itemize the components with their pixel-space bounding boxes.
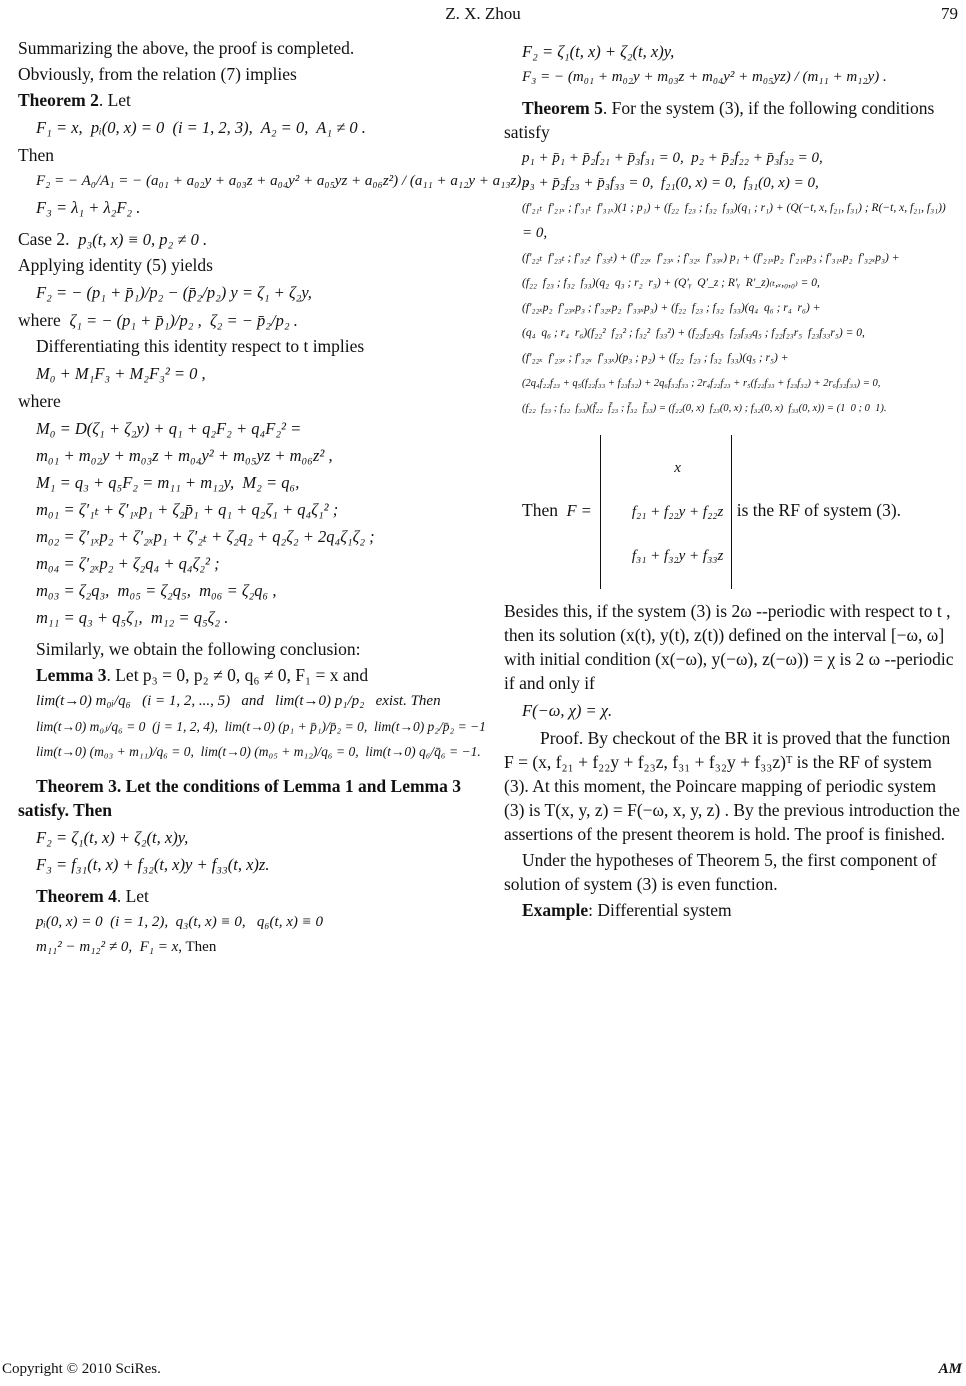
copyright: Copyright © 2010 SciRes. — [2, 1361, 161, 1377]
case-label: Case 2. — [18, 229, 70, 249]
equation: F₂ = − (p₁ + p̄₁)/p₂ − (p̄₂/p₂) y = ζ₁ + ζ₂y, — [36, 283, 312, 302]
left-column — [18, 36, 529, 962]
rf-statement — [504, 431, 960, 593]
equation: m₀₁ = ζ′₁ₜ + ζ′₁ₓp₁ + ζ₂p̄₁ + q₁ + q₂ζ₁ + q₄ζ₁² ; — [36, 500, 339, 519]
rf-text: is the RF of system (3). — [736, 500, 902, 521]
equation: F₁ = x, pᵢ(0, x) = 0 (i = 1, 2, 3), A₂ = 0, A₁ ≠ 0 . — [36, 118, 366, 137]
theorem-text: . For the system (3), if the following conditions satisfy — [504, 98, 935, 142]
theorem-4-heading — [18, 884, 464, 908]
lemma-text: . Let p₃ = 0, p₂ ≠ 0, q₆ ≠ 0, F₁ = x and — [106, 665, 369, 685]
where-line — [18, 308, 464, 332]
paragraph: Besides this, if the system (3) is 2ω --periodic with respect to t , then its solution (x(t), y(t), z(t)) defined on the interval [−ω, ω] with initial condition (x(−ω), y(−ω), z(−ω)) = χ is 2 ω --periodic if and only if — [504, 601, 954, 693]
theorem-label: Theorem 5 — [522, 98, 603, 118]
equation: (f′₂₂ₜ f′₂₃ₜ ; f′₃₂ₜ f′₃₃ₜ) + (f′₂₂ₓ f′₂₃ₓ ; f′₃₂ₓ f′₃₃ₓ) p₁ + (f′₂₁ₓp₂ f′₂₁ₓp₃ ; f′₃₁ₓp₂ f′₃₂ₓp₃) + — [522, 252, 900, 264]
paragraph: Under the hypotheses of Theorem 5, the first component of solution of system (3) is even function. — [504, 850, 937, 894]
paragraph: Then — [18, 145, 54, 165]
equation — [18, 937, 464, 958]
equation: (f₂₂ f₂₃ ; f₃₂ f₃₃)(q₂ q₃ ; r₂ r₃) + (Q′ᵧ Q′_z ; R′ᵧ R′_z)₍ₜ,ₓ,₀,₀₎ = 0, — [522, 277, 820, 289]
theorem-2-heading — [18, 88, 464, 112]
theorem-text: . Let — [116, 886, 149, 906]
equation: F₃ = f₃₁(t, x) + f₃₂(t, x)y + f₃₃(t, x)z. — [36, 855, 270, 874]
rf-vector — [600, 435, 732, 589]
equation: (f′₂₂ₓ f′₂₃ₓ ; f′₃₂ₓ f′₃₃ₓ)(p₃ ; p₂) + (f₂₂ f₂₃ ; f₃₂ f₃₃)(q₅ ; r₅) + — [522, 352, 789, 364]
paragraph: Similarly, we obtain the following conclusion: — [36, 639, 361, 659]
rf-entry: x — [674, 460, 681, 476]
equation: p₃ + p̄₂f₂₃ + p̄₃f₃₃ = 0, f₂₁(0, x) = 0, f₃₁(0, x) = 0, — [522, 175, 819, 191]
theorem-label: Theorem 2 — [18, 90, 99, 110]
journal-abbrev: AM — [938, 1361, 962, 1377]
paragraph: Obviously, from the relation (7) implies — [18, 64, 297, 84]
rf-entry: f₃₁ + f₃₂y + f₃₃z — [631, 548, 724, 564]
case-2-heading — [18, 227, 464, 251]
page-number: 79 — [941, 4, 958, 23]
equation-part: m₁₁² − m₁₂² ≠ 0, F₁ = x — [36, 939, 179, 955]
equation: F₃ = λ₁ + λ₂F₂ . — [36, 198, 141, 217]
equation: pᵢ(0, x) = 0 (i = 1, 2), q₃(t, x) ≡ 0, q₆(t, x) ≡ 0 — [36, 914, 323, 930]
paragraph: Proof. By checkout of the BR it is proved that the function F = (x, f₂₁ + f₂₂y + f₂₃z, f₃₁ + f₃₂y + f₃₃z)ᵀ is the RF of system (3). At this moment, the Poincare mapping of periodic system (3) is T(x, y, z) = F(−ω, x, y, z) . By the previous introduction the assertions of the present theorem is hold. The proof is finished. — [504, 728, 960, 844]
theorem-label: Theorem 4 — [36, 886, 117, 906]
equation: F(−ω, χ) = χ. — [522, 701, 613, 720]
then-label: Then — [522, 500, 558, 521]
equation: p₁ + p̄₁ + p̄₂f₂₁ + p̄₃f₃₁ = 0, p₂ + p̄₂f₂₂ + p̄₃f₃₂ = 0, — [522, 150, 823, 166]
theorem-3-heading: Theorem 3. Let the conditions of Lemma 1 and Lemma 3 satisfy. Then — [18, 776, 461, 820]
equation: (q₄ q₆ ; r₄ r₆)(f₂₂² f₂₃² ; f₃₂² f₃₃²) + (f₂₂f₂₃q₅ f₂₃f₃₃q₅ ; f₂₂f₂₃r₅ f₂₃f₃₃r₅) = 0, — [522, 327, 865, 339]
equation: m₀₄ = ζ′₂ₓp₂ + ζ₂q₄ + q₄ζ₂² ; — [36, 554, 220, 573]
equation: lim(t→0) (m₀₃ + m₁₁)/q₆ = 0, lim(t→0) (m₀₅ + m₁₂)/q₆ = 0, lim(t→0) q₆/q̄₆ = −1. — [36, 744, 481, 759]
equation: M₀ = D(ζ₁ + ζ₂y) + q₁ + q₂F₂ + q₄F₂² = — [36, 419, 302, 438]
right-column — [504, 36, 960, 924]
equation: F₂ = ζ₁(t, x) + ζ₂(t, x)y, — [522, 42, 675, 61]
page-header — [0, 0, 966, 30]
theorem-5-heading — [504, 96, 960, 144]
example-text: : Differential system — [588, 900, 732, 920]
equation: m₀₂ = ζ′₁ₓp₂ + ζ′₂ₓp₁ + ζ′₂ₜ + ζ₂q₂ + q₂ζ₂ + 2q₄ζ₁ζ₂ ; — [36, 527, 375, 546]
equation: m₁₁ = q₃ + q₅ζ₁, m₁₂ = q₅ζ₂ . — [36, 608, 229, 627]
theorem-text: . Let — [98, 90, 131, 110]
rf-entry: f₂₁ + f₂₂y + f₂₂z — [631, 504, 724, 520]
equation: m₀₁ + m₀₂y + m₀₃z + m₀₄y² + m₀₅yz + m₀₆z² , — [36, 446, 333, 465]
paragraph: Differentiating this identity respect to t implies — [36, 336, 365, 356]
paragraph: where — [18, 391, 61, 411]
equation: F₂ = ζ₁(t, x) + ζ₂(t, x)y, — [36, 828, 189, 847]
equation: (f′₂₂ₓp₂ f′₂₃ₓp₃ ; f′₃₂ₓp₂ f′₃₃ₓp₃) + (f₂₂ f₂₃ ; f₃₂ f₃₃)(q₄ q₆ ; r₄ r₆) + — [522, 302, 821, 314]
equation: (2q₄f₂₂f₂₃ + q₅(f₂₂f₃₃ + f₂₃f₃₂) + 2q₆f₃₂f₃₃ ; 2r₄f₂₂f₂₃ + r₅(f₂₂f₃₃ + f₂₃f₃₂) + 2r₆f₃₂f₃₃) = 0, — [522, 378, 881, 389]
equation: = 0, — [522, 225, 548, 241]
F-symbol: F = — [562, 501, 596, 521]
equation: lim(t→0) m₀ⱼ/q₆ = 0 (j = 1, 2, 4), lim(t→0) (p₁ + p̄₁)/p̄₂ = 0, lim(t→0) p₂/p̄₂ = −1 — [36, 719, 486, 734]
equation: (f₂₂ f₂₃ ; f₃₂ f₃₃)(f̄₂₂ f̄₂₃ ; f̄₃₂ f̄₃₃) = (f₂₂(0, x) f₂₃(0, x) ; f₃₂(0, x) f₃₃(0, x)) = (1 0 ; 0 1). — [522, 403, 887, 414]
page-footer — [0, 1354, 966, 1386]
equation: ζ₁ = − (p₁ + p̄₁)/p₂ , ζ₂ = − p̄₂/p₂ . — [69, 311, 298, 330]
equation: p₃(t, x) ≡ 0, p₂ ≠ 0 . — [78, 230, 208, 249]
then-text: , Then — [178, 939, 217, 955]
example-heading — [504, 898, 960, 922]
equation: M₀ + M₁F₃ + M₂F₃² = 0 , — [36, 364, 206, 383]
equation: m₀₃ = ζ₂q₃, m₀₅ = ζ₂q₅, m₀₆ = ζ₂q₆ , — [36, 581, 277, 600]
paragraph: Summarizing the above, the proof is completed. — [18, 38, 355, 58]
equation: F₃ = − (m₀₁ + m₀₂y + m₀₃z + m₀₄y² + m₀₅yz) / (m₁₁ + m₁₂y) . — [522, 69, 887, 85]
example-label: Example — [522, 900, 589, 920]
equation: M₁ = q₃ + q₅F₂ = m₁₁ + m₁₂y, M₂ = q₆, — [36, 473, 300, 492]
equation: F₂ = − A₀/A₁ = − (a₀₁ + a₀₂y + a₀₃z + a₀₄y² + a₀₅yz + a₀₆z²) / (a₁₁ + a₁₂y + a₁₃z) , — [36, 173, 529, 189]
equation: (f′₂₁ₜ f′₂₁ₓ ; f′₃₁ₜ f′₃₁ₓ)(1 ; p₁) + (f₂₂ f₂₃ ; f₃₂ f₃₃)(q₁ ; r₁) + (Q(−t, x, f₂₁, f₃₁) ; R(−t, x, f₂₁, f₃₁)) — [522, 202, 946, 214]
paragraph: Applying identity (5) yields — [18, 255, 213, 275]
equation: lim(t→0) m₀ᵢ/q₆ (i = 1, 2, ..., 5) and lim(t→0) p₁/p₂ exist. Then — [36, 693, 441, 709]
lemma-label: Lemma 3 — [36, 665, 107, 685]
lemma-3-heading — [18, 663, 464, 687]
where-label: where — [18, 310, 61, 330]
running-title: Z. X. Zhou — [445, 4, 521, 23]
